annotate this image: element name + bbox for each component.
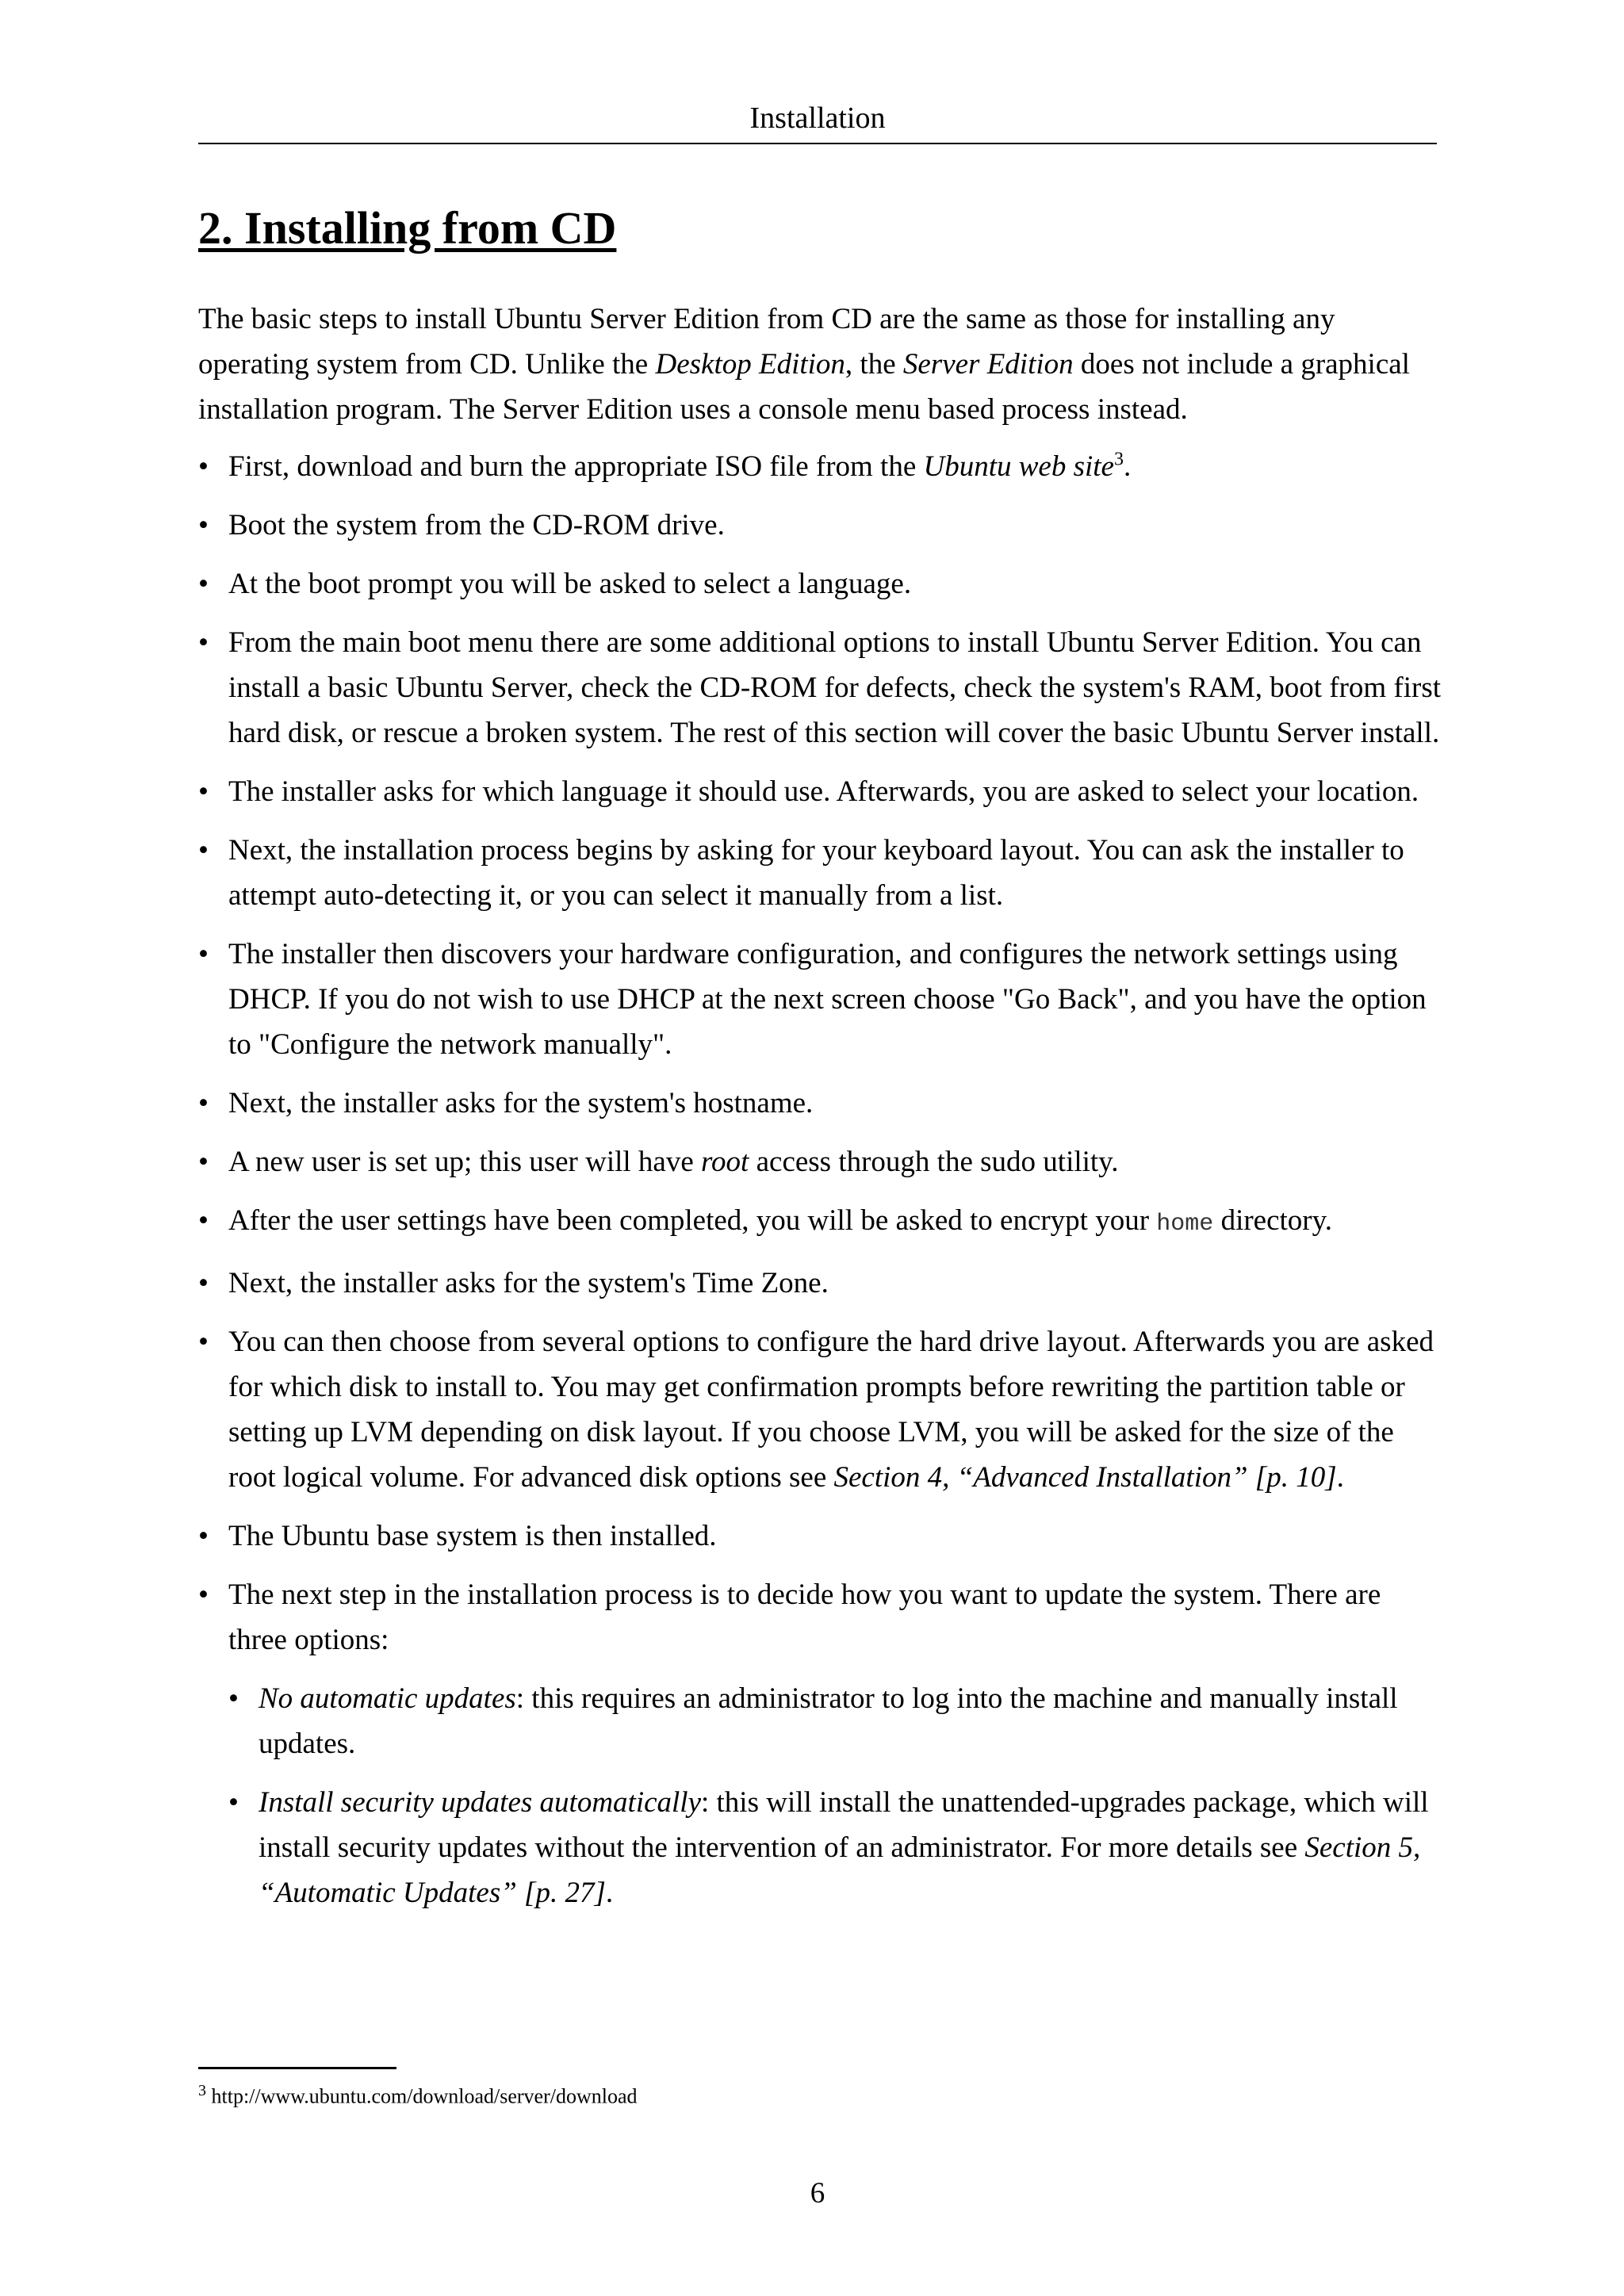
update-options-list xyxy=(228,1676,1443,1915)
option-text: . xyxy=(605,1877,614,1909)
list-item: • The Ubuntu base system is then installed. xyxy=(198,1513,1443,1559)
step-text: A new user is set up; this user will have xyxy=(228,1146,702,1178)
footnote-ref[interactable]: 3 xyxy=(1113,449,1124,470)
install-steps-list xyxy=(198,444,1443,1915)
intro-text-1: The basic steps to install Ubuntu Server Edition from CD are the same as those for installing any operating system from CD. Unlike the xyxy=(198,303,1335,381)
page-number: 6 xyxy=(810,2177,825,2210)
option-text: : this requires an administrator to log into the machine and manually install updates. xyxy=(259,1682,1398,1760)
list-item xyxy=(198,1198,1443,1247)
home-code: home xyxy=(1156,1211,1214,1238)
list-item: • From the main boot menu there are some additional options to install Ubuntu Server Edition. You can install a basic Ubuntu Server, check the CD-ROM for defects, check the system's RAM, boot from first hard disk, or rescue a broken system. The rest of this section will cover the basic Ubuntu Server install. xyxy=(198,620,1443,756)
list-item: • Next, the installer asks for the system's hostname. xyxy=(198,1081,1443,1126)
step-text: You can then choose from several options to configure the hard drive layout. Afterwards you are asked for which disk to install to. You may get confirmation prompts before rewriting the partition table or setting up LVM depending on disk layout. If you choose LVM, you will be asked for the size of the root logical volume. For advanced disk options see xyxy=(228,1326,1434,1494)
step-text: First, download and burn the appropriate ISO file from the xyxy=(228,450,924,483)
section-body xyxy=(198,297,1443,1929)
automatic-updates-link[interactable]: Section 5, “Automatic Updates” [p. 27] xyxy=(259,1831,1421,1909)
list-item xyxy=(198,1139,1443,1184)
footnote-rule xyxy=(198,2067,396,2069)
server-edition-term: Server Edition xyxy=(902,348,1074,381)
desktop-edition-term: Desktop Edition xyxy=(655,348,845,381)
ubuntu-web-site-link[interactable]: Ubuntu web site xyxy=(923,450,1114,483)
section-title: 2. Installing from CD xyxy=(198,202,617,254)
list-item: • Boot the system from the CD-ROM drive. xyxy=(198,503,1443,548)
list-item xyxy=(198,1572,1443,1915)
step-text: access through the sudo utility. xyxy=(749,1146,1119,1178)
list-item: • The installer then discovers your hardware configuration, and configures the network settings using DHCP. If you do not wish to use DHCP at the next screen choose "Go Back", and you have the option to "Configure the network manually". xyxy=(198,932,1443,1067)
footnote-number: 3 xyxy=(198,2082,206,2099)
step-text: . xyxy=(1336,1461,1344,1494)
step-text: . xyxy=(1123,450,1132,483)
list-item: • Next, the installation process begins by asking for your keyboard layout. You can ask the installer to attempt auto-detecting it, or you can select it manually from a list. xyxy=(198,828,1443,918)
step-text: directory. xyxy=(1213,1204,1332,1237)
list-item: • Next, the installer asks for the system's Time Zone. xyxy=(198,1261,1443,1306)
list-item xyxy=(228,1676,1443,1766)
list-item: • The installer asks for which language it should use. Afterwards, you are asked to select your location. xyxy=(198,769,1443,814)
intro-paragraph xyxy=(198,297,1443,432)
option-term: Install security updates automatically xyxy=(259,1786,701,1819)
option-text: : this will install the unattended-upgrades package, which will install security updates without the intervention of an administrator. For more details see xyxy=(259,1786,1429,1864)
footnote xyxy=(198,2076,638,2112)
footnote-url[interactable]: http://www.ubuntu.com/download/server/download xyxy=(211,2084,638,2108)
header-rule xyxy=(198,143,1437,144)
option-term: No automatic updates xyxy=(259,1682,516,1715)
intro-text-2: , the xyxy=(845,348,903,381)
list-item: • At the boot prompt you will be asked to select a language. xyxy=(198,561,1443,607)
advanced-installation-link[interactable]: Section 4, “Advanced Installation” [p. 10] xyxy=(833,1461,1337,1494)
step-text: After the user settings have been completed, you will be asked to encrypt your xyxy=(228,1204,1157,1237)
list-item xyxy=(198,444,1443,489)
list-item xyxy=(228,1780,1443,1915)
root-term: root xyxy=(701,1146,749,1178)
intro-text-3: does not include a graphical installation program. The Server Edition uses a console menu based process instead. xyxy=(198,348,1410,426)
running-header: Installation xyxy=(749,101,886,135)
step-text: The next step in the installation process is to decide how you want to update the system. There are three options: xyxy=(228,1578,1381,1656)
list-item xyxy=(198,1319,1443,1500)
